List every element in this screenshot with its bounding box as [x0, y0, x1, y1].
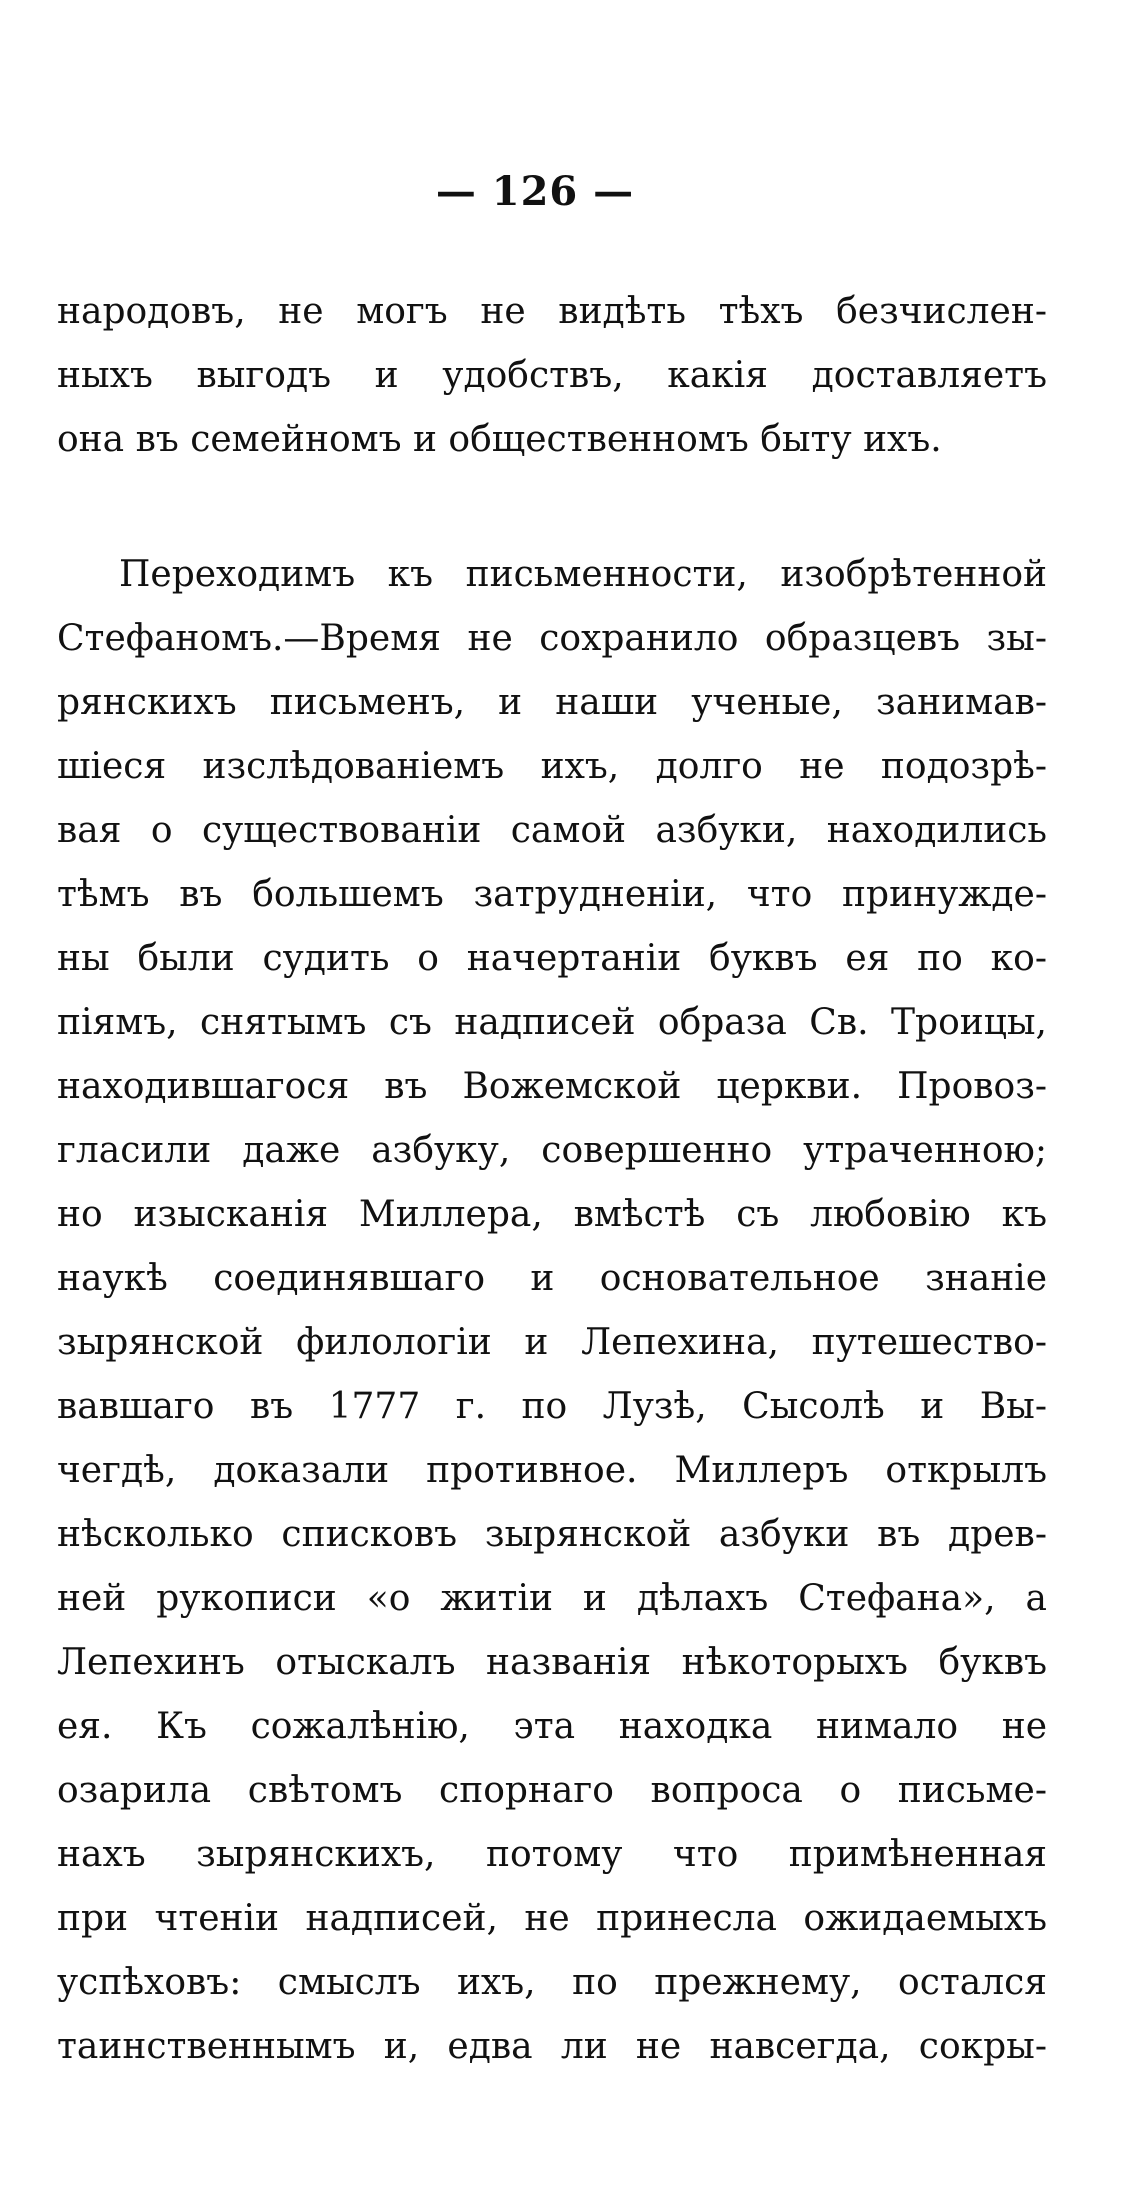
text-line: піямъ, снятымъ съ надписей образа Св. Троицы,	[57, 1002, 1047, 1043]
text-line: находившагося въ Вожемской церкви. Провоз-	[57, 1066, 1047, 1107]
text-line: Лепехинъ отыскалъ названія нѣкоторыхъ буквъ	[57, 1642, 1047, 1683]
text-line: Стефаномъ.—Время не сохранило образцевъ зы-	[57, 618, 1047, 659]
text-line: при чтеніи надписей, не принесла ожидаемыхъ	[57, 1898, 1047, 1939]
text-line: зырянской филологіи и Лепехина, путешество-	[57, 1322, 1047, 1363]
text-line: озарила свѣтомъ спорнаго вопроса о письме-	[57, 1770, 1047, 1811]
text-line: ея. Къ сожалѣнію, эта находка нимало не	[57, 1706, 1047, 1747]
text-line: народовъ, не могъ не видѣть тѣхъ безчислен-	[57, 291, 1047, 332]
page-number: — 126 —	[435, 168, 635, 215]
text-line: гласили даже азбуку, совершенно утраченною;	[57, 1130, 1047, 1171]
text-line: успѣховъ: смыслъ ихъ, по прежнему, остался	[57, 1962, 1047, 2003]
text-line: вавшаго въ 1777 г. по Лузѣ, Сысолѣ и Вы-	[57, 1386, 1047, 1427]
text-line: шіеся изслѣдованіемъ ихъ, долго не подозрѣ-	[57, 746, 1047, 787]
text-line: чегдѣ, доказали противное. Миллеръ открылъ	[57, 1450, 1047, 1491]
text-line: ней рукописи «о житіи и дѣлахъ Стефана», а	[57, 1578, 1047, 1619]
text-line: она въ семейномъ и общественномъ быту ихъ.	[57, 419, 942, 460]
paragraph-continuation	[57, 280, 1047, 472]
text-line: нѣсколько списковъ зырянской азбуки въ древ-	[57, 1514, 1047, 1555]
text-line: Переходимъ къ письменности, изобрѣтенной	[119, 554, 1047, 595]
text-line: вая о существованіи самой азбуки, находились	[57, 810, 1047, 851]
text-line: наукѣ соединявшаго и основательное знаніе	[57, 1258, 1047, 1299]
text-line: ныхъ выгодъ и удобствъ, какія доставляетъ	[57, 355, 1047, 396]
text-line: ны были судить о начертаніи буквъ ея по ко-	[57, 938, 1047, 979]
text-line: тѣмъ въ большемъ затрудненіи, что принужде-	[57, 874, 1047, 915]
text-line: рянскихъ письменъ, и наши ученые, занимав-	[57, 682, 1047, 723]
text-line: нахъ зырянскихъ, потому что примѣненная	[57, 1834, 1047, 1875]
text-line: таинственнымъ и, едва ли не навсегда, сокры-	[57, 2026, 1047, 2067]
paragraph-writing-system	[57, 543, 1047, 2079]
text-line: но изысканія Миллера, вмѣстѣ съ любовію къ	[57, 1194, 1047, 1235]
